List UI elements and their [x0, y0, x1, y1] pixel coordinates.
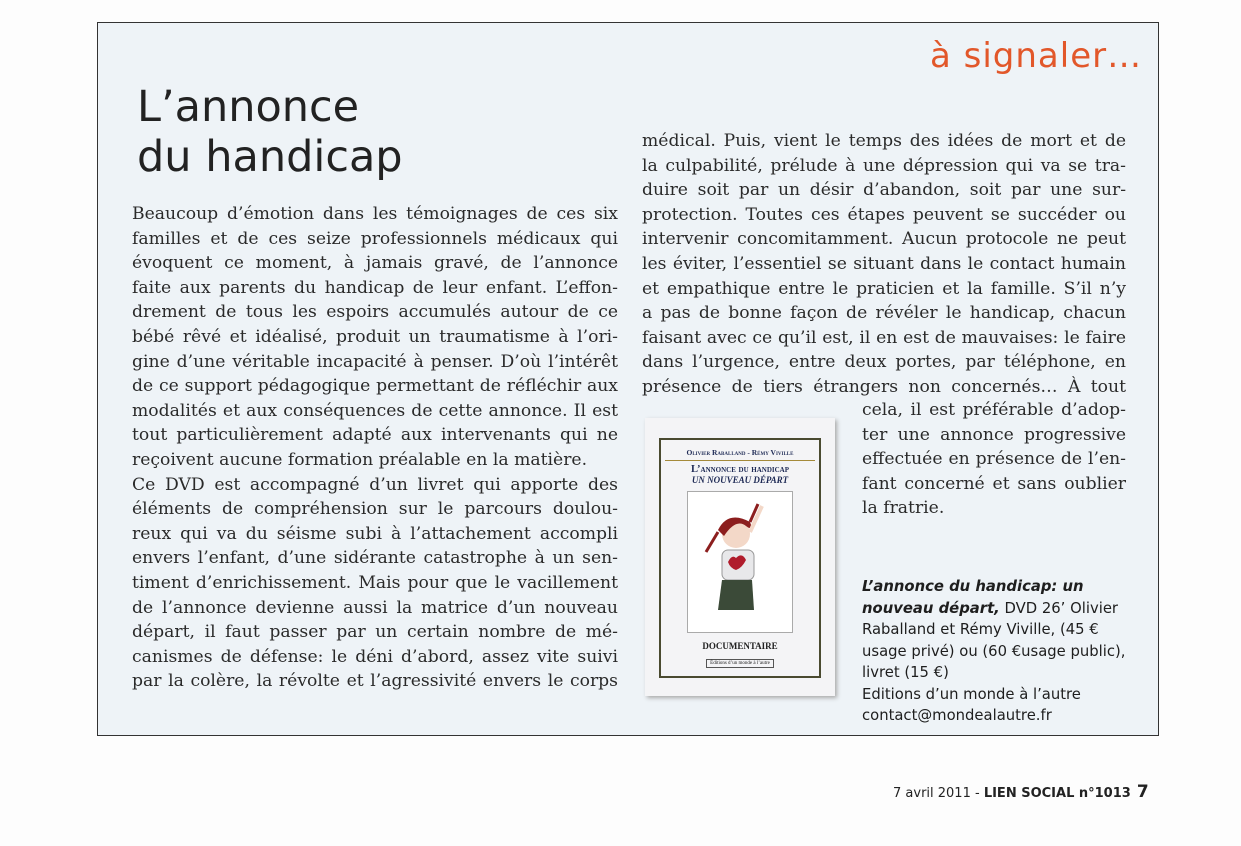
text-line: reçoivent aucune formation préalable en la matière.: [132, 449, 588, 470]
dvd-cover-image: [645, 418, 835, 696]
text-line: présence de tiers étrangers non concernés… À tout: [642, 376, 1126, 397]
dvd-caption: [862, 576, 1142, 727]
right-column: [642, 129, 1126, 400]
text-line: effectuée en présence de l’en-: [862, 449, 1126, 470]
text-line: départ, il faut passer par un certain nombre de mé-: [132, 622, 618, 643]
text-line: canismes de défense: le déni d’abord, assez vite suivi: [132, 646, 618, 667]
text-line: drement de tous les espoirs accumulés autour de ce: [132, 302, 618, 323]
text-line: gine d’une véritable incapacité à penser. D’où l’intérêt: [132, 351, 618, 372]
page-footer: [893, 782, 1149, 802]
caption-contact: contact@mondealautre.fr: [862, 707, 1052, 724]
footer-magazine: LIEN SOCIAL n°1013: [983, 786, 1131, 801]
title-line: L’annonce: [137, 82, 360, 132]
title-line: du handicap: [137, 132, 403, 182]
text-line: fant concerné et sans oublier: [862, 473, 1126, 494]
text-line: modalités et aux conséquences de cette annonce. Il est: [132, 400, 618, 421]
text-line: la culpabilité, prélude à une dépression qui va se tra-: [642, 155, 1126, 176]
text-line: médical. Puis, vient le temps des idées de mort et de: [642, 131, 1126, 151]
footer-date: 7 avril 2011 -: [893, 786, 984, 801]
text-line: la fratrie.: [862, 498, 945, 519]
text-line: a pas de bonne façon de révéler le handicap, chacun: [642, 303, 1126, 324]
page-number: 7: [1136, 782, 1149, 802]
text-line: Ce DVD est accompagné d’un livret qui apporte des: [132, 474, 618, 495]
section-label: à signaler…: [930, 36, 1143, 76]
left-column: [132, 202, 618, 694]
cover-authors: Olivier Raballand - Rémy Viville: [665, 448, 815, 461]
cover-publisher: Éditions d’un monde à l’autre: [706, 659, 774, 668]
text-line: tout particulièrement adapté aux intervenants qui ne: [132, 425, 618, 446]
text-line: de l’annonce devienne aussi la matrice d’un nouveau: [132, 597, 618, 618]
text-line: par la colère, la révolte et l’agressivité envers le corps: [132, 671, 618, 692]
text-line: ter une annonce progressive: [862, 424, 1126, 445]
caption-details: DVD 26’ Olivier Raballand et Rémy Viville, (45 € usage privé) ou (60 €usage public), livret (15 €): [862, 599, 1126, 681]
article-title: [137, 82, 403, 182]
text-line: dans l’urgence, entre deux portes, par téléphone, en: [642, 352, 1126, 373]
cover-genre: DOCUMENTAIRE: [702, 641, 778, 651]
cover-title: L’annonce du handicap: [690, 464, 789, 475]
caption-title: L’annonce du handicap: un nouveau départ,: [862, 578, 1084, 617]
cover-illustration: [687, 491, 793, 633]
text-line: envers l’enfant, d’une sidérante catastrophe à un sen-: [132, 548, 618, 569]
text-line: timent d’enrichissement. Mais pour que le vacillement: [132, 572, 618, 593]
text-line: éléments de compréhension sur le parcours doulou-: [132, 499, 618, 520]
text-line: reux qui va du séisme subi à l’attachement accompli: [132, 523, 618, 544]
caption-publisher: Editions d’un monde à l’autre: [862, 685, 1081, 703]
text-line: duire soit par un désir d’abandon, soit par une sur-: [642, 180, 1126, 201]
text-line: et empathique entre le praticien et la famille. S’il n’y: [642, 278, 1126, 299]
right-column-continued: [862, 398, 1126, 521]
text-line: les éviter, l’essentiel se situant dans le contact humain: [642, 253, 1126, 274]
text-line: protection. Toutes ces étapes peuvent se succéder ou: [642, 204, 1126, 225]
text-line: cela, il est préférable d’adop-: [862, 400, 1126, 420]
text-line: bébé rêvé et idéalisé, produit un traumatisme à l’ori-: [132, 326, 618, 347]
text-line: faisant avec ce qu’il est, il en est de mauvaises: le faire: [642, 327, 1126, 348]
cover-subtitle: UN NOUVEAU DÉPART: [691, 475, 789, 485]
text-line: intervenir concomitamment. Aucun protocole ne peut: [642, 229, 1126, 250]
text-line: faite aux parents du handicap de leur enfant. L’effon-: [132, 277, 618, 298]
text-line: familles et de ces seize professionnels médicaux qui: [132, 228, 618, 249]
text-line: de ce support pédagogique permettant de réfléchir aux: [132, 376, 618, 397]
text-line: Beaucoup d’émotion dans les témoignages de ces six: [132, 204, 618, 224]
text-line: évoquent ce moment, à jamais gravé, de l’annonce: [132, 253, 618, 274]
